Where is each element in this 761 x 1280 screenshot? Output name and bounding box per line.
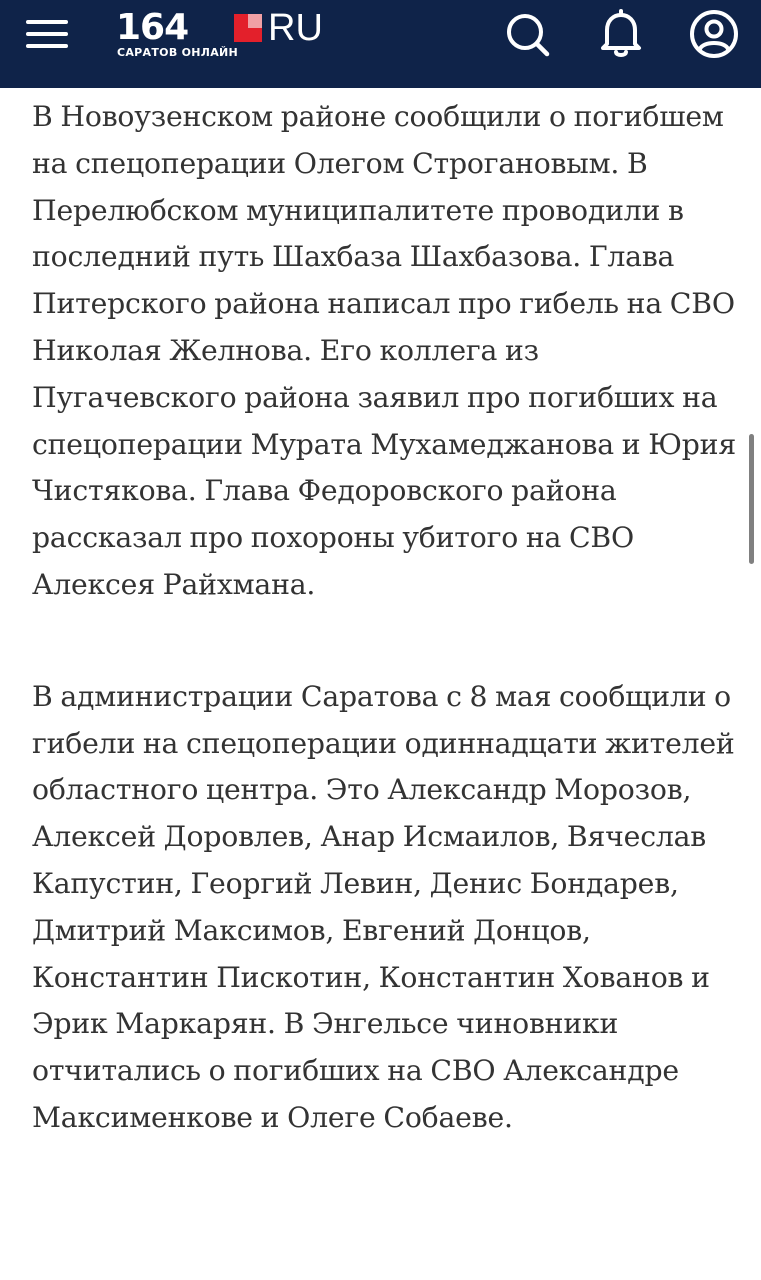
user-icon[interactable] bbox=[688, 8, 740, 60]
logo-square-icon bbox=[234, 14, 262, 42]
site-header bbox=[0, 0, 761, 88]
article-paragraph: В администрации Саратова с 8 мая сообщили о гибели на спецоперации одиннадцати жителей областного центра. Это Александр Морозов, Алексей Доровлев, Анар Исмаилов, Вячеслав Капустин, Георгий Левин, Денис Бондарев, Дмитрий Максимов, Евгений Донцов, Константин Пискотин, Константин Хованов и Эрик Маркарян. В Энгельсе чиновники отчитались о погибших на СВО Александре Максименкове и Олеге Собаеве. bbox=[32, 679, 735, 1134]
search-icon[interactable] bbox=[503, 10, 551, 58]
logo-subtitle: САРАТОВ ОНЛАЙН bbox=[117, 46, 239, 59]
article-body bbox=[32, 94, 742, 1142]
logo-domain: RU bbox=[268, 7, 323, 49]
site-logo[interactable] bbox=[116, 6, 346, 66]
bell-icon[interactable] bbox=[597, 8, 645, 58]
logo-number: 164 bbox=[116, 7, 189, 48]
hamburger-menu-icon[interactable] bbox=[26, 14, 68, 54]
page-scrollbar[interactable] bbox=[749, 434, 754, 564]
article-paragraph: В Новоузенском районе сообщили о погибшем на спецоперации Олегом Строгановым. В Перелюбском муниципалитете проводили в последний путь Шахбаза Шахбазова. Глава Питерского района написал про гибель на СВО Николая Желнова. Его коллега из Пугачевского района заявил про погибших на спецоперации Мурата Мухамеджанова и Юрия Чистякова. Глава Федоровского района рассказал про похороны убитого на СВО Алексея Райхмана. bbox=[32, 100, 736, 601]
